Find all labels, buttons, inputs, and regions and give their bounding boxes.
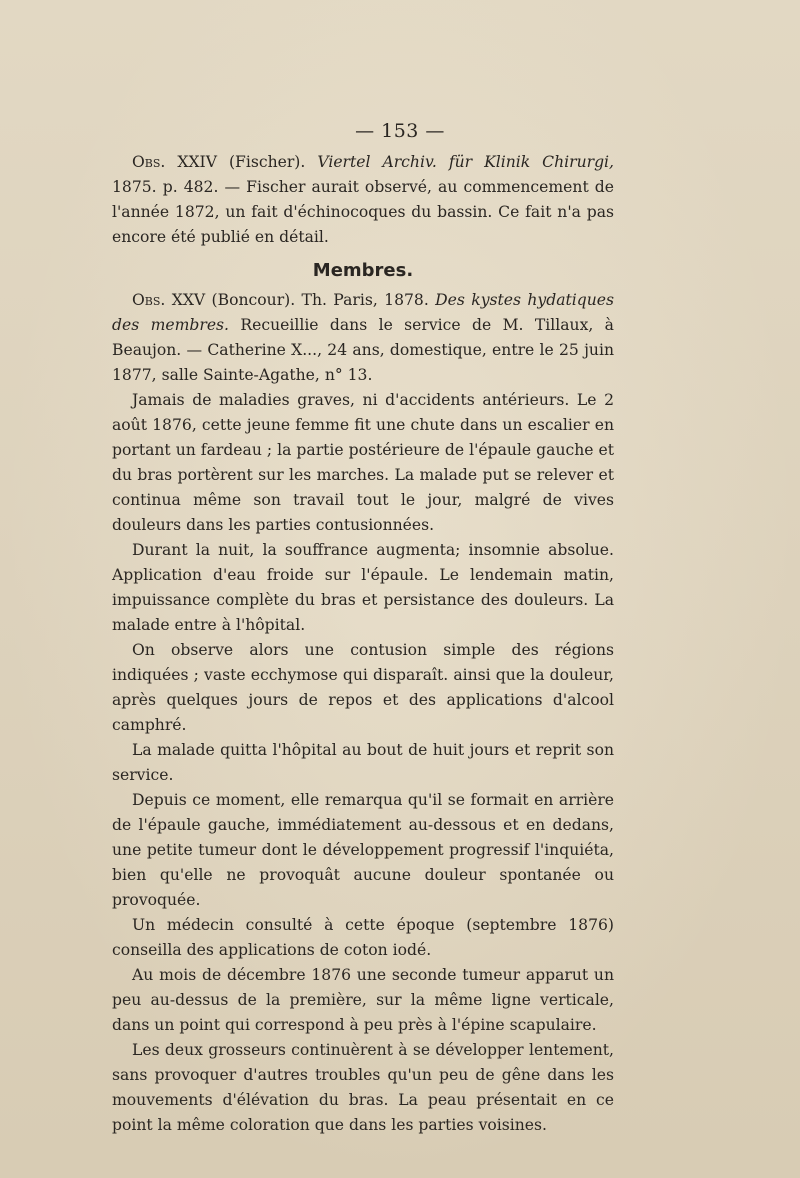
observation-25 — [112, 288, 614, 388]
paragraph: La malade quitta l'hôpital au bout de huit jours et reprit son service. — [112, 741, 614, 784]
paragraph: Un médecin consulté à cette époque (septembre 1876) conseilla des applications de coton iodé. — [112, 916, 614, 959]
obs-head: XXV (Boncour). Th. Paris, 1878. — [165, 291, 436, 309]
paragraph: Les deux grosseurs continuèrent à se développer lentement, sans provoquer d'autres troubles qu'un peu de gêne dans les mouvements d'élévation du bras. La peau présentait en ce point la même coloration que dans les parties voisines. — [112, 1041, 614, 1134]
paragraph: Durant la nuit, la souffrance augmenta; insomnie absolue. Application d'eau froide sur l'épaule. Le lendemain matin, impuissance complète du bras et persistance des douleurs. La malade entre à l'hôpital. — [112, 541, 614, 634]
obs-head: XXIV (Fischer). — [165, 153, 318, 171]
section-heading: Membres. — [312, 260, 414, 281]
paragraph: On observe alors une contusion simple des régions indiquées ; vaste ecchymose qui disparaît. ainsi que la douleur, après quelques jours de repos et des applications d'alcool camphré. — [112, 641, 614, 734]
page-number: — 153 — — [355, 120, 445, 142]
obs-source: Des kystes hydatiques des membres. — [112, 291, 615, 334]
paragraph: Depuis ce moment, elle remarqua qu'il se formait en arrière de l'épaule gauche, immédiatement au-dessous et en dedans, une petite tumeur dont le développement progressif l'inquiéta, bien qu'elle ne provoquât aucune douleur spontanée ou provoquée. — [112, 791, 614, 909]
body-text — [112, 150, 614, 1138]
obs-text: 1875. p. 482. — Fischer aurait observé, au commencement de l'année 1872, un fait d'échinocoques du bassin. Ce fait n'a pas encore été publié en détail. — [112, 178, 614, 246]
paragraph: Jamais de maladies graves, ni d'accidents antérieurs. Le 2 août 1876, cette jeune femme fit une chute dans un escalier en portant un fardeau ; la partie postérieure de l'épaule gauche et du bras portèrent sur les marches. La malade put se relever et continua même son travail tout le jour, malgré de vives douleurs dans les parties contusionnées. — [112, 391, 614, 534]
observation-24 — [112, 150, 614, 250]
obs-text: Recueillie dans le service de M. Tillaux, à Beaujon. — Catherine X..., 24 ans, domestique, entre le 25 juin 1877, salle Sainte-Agathe, n° 13. — [112, 316, 614, 384]
paragraph: Au mois de décembre 1876 une seconde tumeur apparut un peu au-dessus de la première, sur la même ligne verticale, dans un point qui correspond à peu près à l'épine scapulaire. — [112, 966, 614, 1034]
obs-source: Viertel Archiv. für Klinik Chirurgi, — [317, 153, 615, 171]
obs-label: Obs. — [132, 291, 166, 309]
obs-label: Obs. — [132, 153, 166, 171]
